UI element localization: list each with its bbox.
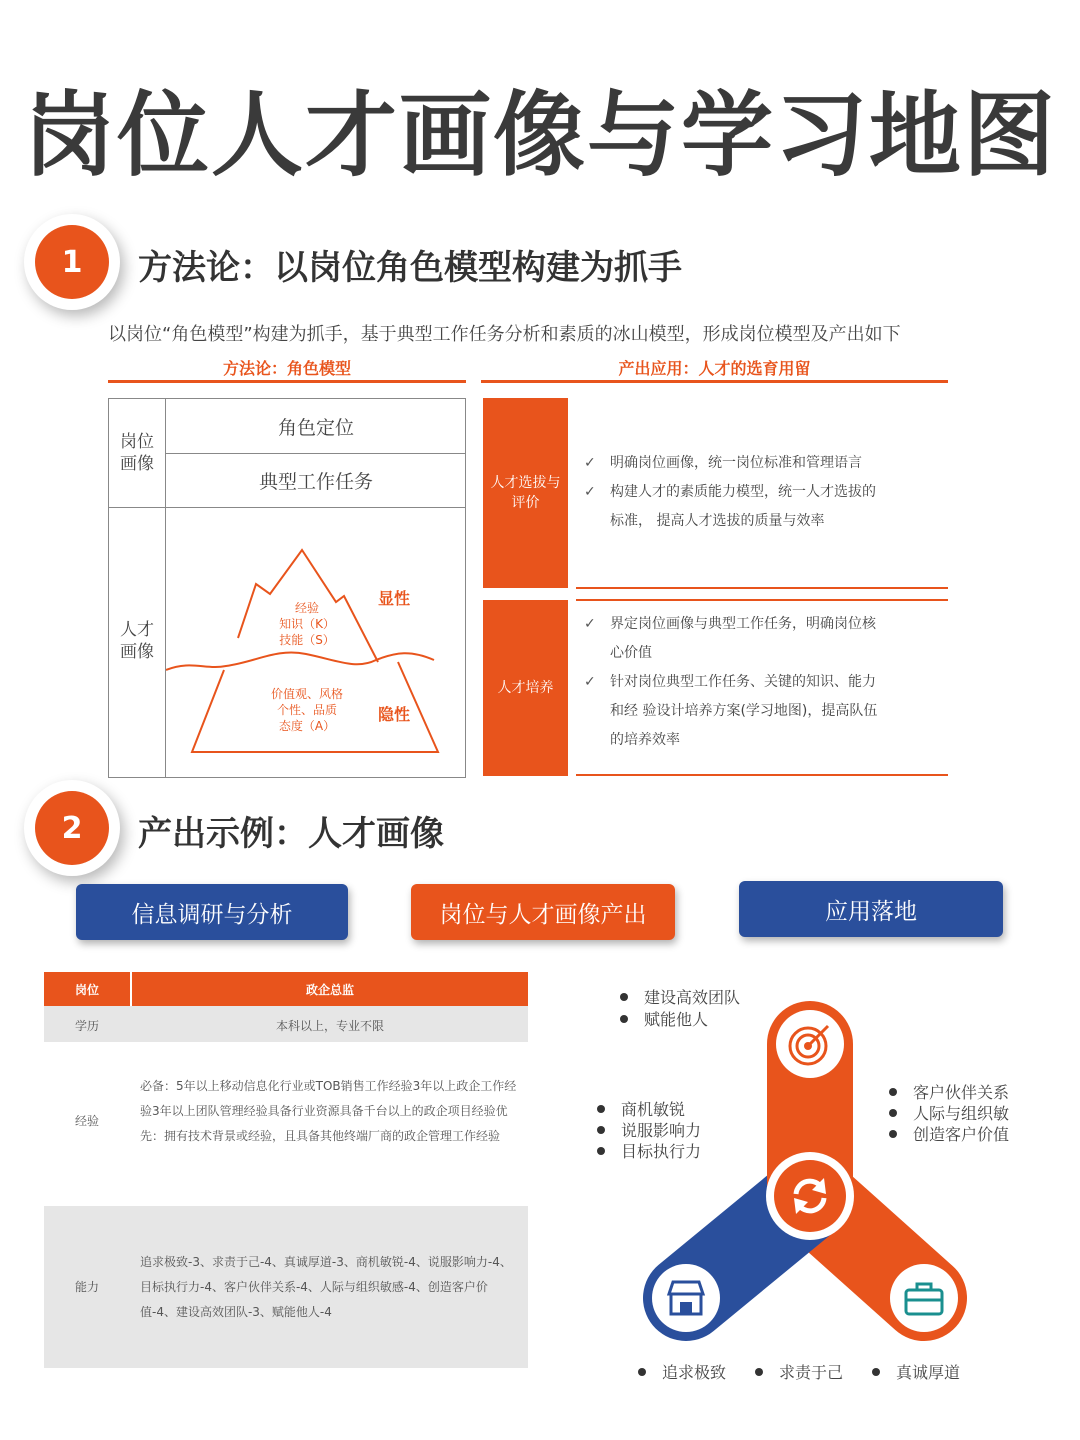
list-item: ✓ 构建人才的素质能力模型，统一人才选拔的 标准， 提高人才选拔的质量与效率	[584, 478, 924, 536]
method-heading: 方法论：角色模型	[222, 359, 351, 378]
check-icon: ✓	[584, 674, 596, 690]
row-key: 能力	[74, 1280, 99, 1294]
table-row	[44, 1206, 528, 1368]
list-item: ✓ 界定岗位画像与典型工作任务，明确岗位核 心价值	[584, 610, 924, 668]
bullet-icon	[889, 1130, 897, 1138]
row-value: 必备：5年以上移动信息化行业或TOB销售工作经验3年以上政企工作经验3年以上团队管理经验具备行业资源具备千台以上的政企项目经验优先：拥有技术背景或经验，且具备其他终端厂商的政企管理工作经验	[140, 1079, 517, 1143]
bullet-icon	[872, 1368, 880, 1376]
row-value: 追求极致-3、求责于己-4、真诚厚道-3、商机敏锐-4、说服影响力-4、目标执行力-4、客户伙伴关系-4、人际与组织敏感-4、创造客户价值-4、建设高效团队-3、赋能他人-4	[140, 1255, 512, 1319]
bullet-icon	[638, 1368, 646, 1376]
row-key: 学历	[74, 1019, 99, 1033]
list-item: 求责于己	[755, 1360, 843, 1383]
table-row	[44, 1006, 528, 1042]
list-item: 说服影响力	[597, 1118, 701, 1141]
list-item: ✓ 针对岗位典型工作任务、关键的知识、能力 和经 验设计培养方案(学习地图)，提高队伍 的培养效率	[584, 668, 924, 755]
job-profile-label: 岗位 画像	[120, 432, 154, 474]
list-item: 客户伙伴关系	[889, 1080, 1009, 1103]
list-item: 追求极致	[638, 1360, 726, 1383]
iceberg-hidden-text: 价值观、风格 个性、品质 态度（A）	[270, 687, 343, 733]
header-cell: 岗位	[74, 983, 99, 997]
header-cell: 政企总监	[305, 983, 354, 997]
bullet-icon	[597, 1147, 605, 1155]
check-icon: ✓	[584, 616, 596, 632]
section-1-number: 1	[35, 225, 109, 299]
step-research-button[interactable]: 信息调研与分析	[76, 884, 348, 940]
step-apply-button[interactable]: 应用落地	[739, 881, 1003, 937]
typical-tasks-cell: 典型工作任务	[258, 471, 373, 493]
bullet-icon	[755, 1368, 763, 1376]
bullet-icon	[620, 1015, 628, 1023]
section-1-title: 方法论：以岗位角色模型构建为抓手	[138, 248, 682, 288]
list-item: 真诚厚道	[872, 1360, 960, 1383]
training-block: 人才培养	[483, 600, 568, 776]
visible-label: 显性	[378, 589, 411, 608]
list-item: ✓ 明确岗位画像，统一岗位标准和管理语言	[584, 449, 924, 478]
briefcase-icon	[901, 1276, 947, 1322]
bullet-icon	[889, 1109, 897, 1117]
table-divider	[166, 453, 466, 454]
refresh-icon	[786, 1172, 834, 1220]
role-position-cell: 角色定位	[277, 417, 354, 439]
talent-profile-label: 人才 画像	[120, 620, 154, 662]
list-item: 创造客户价值	[889, 1122, 1009, 1145]
application-heading: 产出应用：人才的选育用留	[618, 359, 811, 378]
table-row	[44, 1070, 528, 1180]
table-divider	[109, 507, 466, 508]
list-item: 人际与组织敏	[889, 1101, 1009, 1124]
step-profile-button[interactable]: 岗位与人才画像产出	[411, 884, 675, 940]
intro-text: 以岗位“角色模型”构建为抓手，基于典型工作任务分析和素质的冰山模型，形成岗位模型及产出如下	[108, 324, 901, 345]
section-1-badge	[24, 214, 120, 310]
check-icon: ✓	[584, 455, 596, 471]
bullet-icon	[620, 993, 628, 1001]
row-value: 本科以上，专业不限	[275, 1019, 384, 1033]
bullet-icon	[597, 1105, 605, 1113]
method-divider	[108, 380, 466, 383]
bullet-icon	[597, 1126, 605, 1134]
row-key: 经验	[74, 1114, 99, 1128]
table-divider	[130, 972, 132, 1006]
list-item: 目标执行力	[597, 1139, 701, 1162]
target-icon	[786, 1020, 834, 1068]
selection-block: 人才选拔与 评价	[483, 398, 568, 588]
bullet-icon	[889, 1088, 897, 1096]
list-item: 赋能他人	[620, 1007, 708, 1030]
hidden-label: 隐性	[378, 705, 411, 724]
list-item: 商机敏锐	[597, 1097, 685, 1120]
page-title: 岗位人才画像与学习地图	[22, 82, 1057, 189]
list-item: 建设高效团队	[620, 985, 740, 1008]
section-2-badge	[24, 780, 120, 876]
application-divider	[576, 587, 948, 589]
table-header	[44, 972, 528, 1006]
section-2-number: 2	[35, 791, 109, 865]
iceberg-visible-text: 经验 知识（K） 技能（S）	[279, 601, 335, 647]
application-divider	[481, 380, 948, 383]
store-icon	[663, 1276, 709, 1322]
application-divider	[576, 774, 948, 776]
application-divider	[576, 599, 948, 601]
section-2-title: 产出示例：人才画像	[138, 814, 444, 854]
check-icon: ✓	[584, 484, 596, 500]
